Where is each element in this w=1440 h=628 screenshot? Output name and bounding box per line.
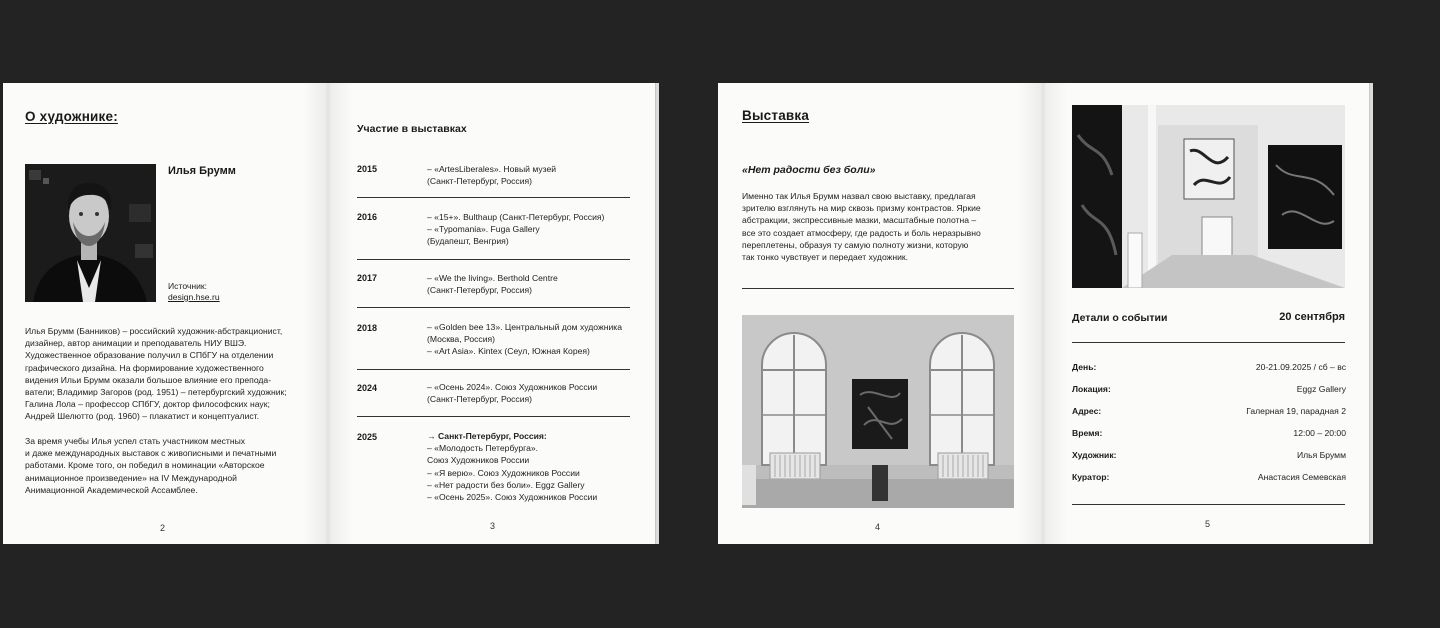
detail-key: Адрес: — [1072, 406, 1102, 416]
description-line: Именно так Илья Брумм назвал свою выставку, предлагая — [742, 191, 976, 201]
exhibition-line: (Санкт-Петербург, Россия) — [427, 176, 533, 187]
bio-line: графического дизайна. На формирование художественного — [25, 362, 264, 373]
exhibition-divider — [357, 369, 630, 370]
exhibition-line: – «Молодость Петербурга». — [427, 443, 539, 454]
bio-line: ватели; Владимир Загоров (род. 1951) – петербургский художник; — [25, 387, 287, 398]
bio-line: Художественное образование получил в СПбГУ на отделении — [25, 350, 274, 361]
detail-key: Локация: — [1072, 384, 1111, 394]
bio-line: работами. Кроме того, он победил в номинации «Авторское — [25, 460, 265, 471]
detail-row-location — [1072, 384, 1346, 398]
page-number: 2 — [160, 523, 166, 533]
exhibition-title: «Нет радости без боли» — [742, 164, 876, 176]
exhibition-entry — [427, 163, 556, 187]
exhibition-year: 2018 — [357, 323, 378, 333]
exhibition-heading: Выставка — [742, 108, 810, 123]
exhibition-entry — [427, 321, 622, 358]
exhibition-line: → Санкт-Петербург, Россия: — [427, 431, 547, 441]
event-details-list — [1072, 362, 1346, 492]
detail-value: 12:00 – 20:00 — [1293, 428, 1346, 438]
bio-line: анимационное произведение» на IV Международной — [25, 472, 237, 483]
exhibition-year: 2016 — [357, 212, 378, 222]
event-date: 20 сентября — [1279, 311, 1345, 323]
exhibition-line: (Санкт-Петербург, Россия) — [427, 285, 533, 296]
source-link[interactable]: design.hse.ru — [168, 292, 220, 302]
detail-value: Галерная 19, парадная 2 — [1246, 406, 1346, 416]
page-number: 3 — [490, 521, 496, 531]
exhibition-year: 2025 — [357, 432, 378, 442]
description-line: зрителю взглянуть на мир сквозь призму контрастов. Яркие — [742, 203, 981, 214]
details-bottom-divider — [1072, 504, 1345, 505]
exhibition-line: – «Осень 2024». Союз Художников России — [427, 382, 598, 392]
exhibition-line: (Будапешт, Венгрия) — [427, 236, 509, 247]
exhibition-divider — [357, 259, 630, 260]
detail-value: Анастасия Семевская — [1257, 472, 1346, 482]
exhibition-line: – «Art Asia». Kintex (Сеул, Южная Корея) — [427, 346, 590, 357]
bio-line: и даже международных выставок с живописными и печатными — [25, 448, 277, 459]
spread-gutter-shadow — [1018, 83, 1068, 544]
detail-row-day — [1072, 362, 1346, 376]
detail-row-curator — [1072, 472, 1346, 486]
exhibition-line: – «Нет радости без боли». Eggz Gallery — [427, 479, 585, 490]
exhibition-divider — [357, 416, 630, 417]
exhibition-line: – «Golden bee 13». Центральный дом художника — [427, 322, 622, 332]
booklet-spread-1 — [3, 83, 659, 544]
detail-value: 20-21.09.2025 / сб – вс — [1255, 362, 1346, 372]
exhibition-line: Союз Художников России — [427, 455, 530, 466]
booklet-spread-2 — [718, 83, 1373, 544]
event-details-title: Детали о событии — [1072, 312, 1168, 324]
page-number: 5 — [1205, 519, 1211, 529]
exhibition-year: 2024 — [357, 383, 378, 393]
gallery-interior-photo — [1072, 105, 1345, 288]
detail-key: День: — [1072, 362, 1097, 372]
bio-line: видения Ильи Брумм оказали большое влияние его препода- — [25, 374, 272, 385]
exhibition-year: 2015 — [357, 164, 378, 174]
detail-key: Время: — [1072, 428, 1103, 438]
bio-line: Анимационной Академической Ассамблее. — [25, 484, 198, 495]
page-edge — [655, 83, 659, 544]
bio-line: дизайнер, автор анимации и преподаватель НИУ ВШЭ. — [25, 338, 247, 349]
bio-line: Галина Лола – профессор СПбГУ, доктор философских наук; — [25, 399, 270, 410]
exhibition-description — [742, 190, 1022, 263]
page-edge — [1369, 83, 1373, 544]
description-line: переплетены, образуя ту самую полноту жизни, которую — [742, 239, 969, 250]
exhibition-line: (Санкт-Петербург, Россия) — [427, 394, 533, 405]
exhibition-entry — [427, 211, 604, 248]
exhibition-line: – «Осень 2025». Союз Художников России — [427, 492, 598, 503]
about-artist-heading: О художнике: — [25, 109, 118, 124]
page-number: 4 — [875, 522, 881, 532]
exhibition-divider — [357, 197, 630, 198]
exhibition-year: 2017 — [357, 273, 378, 283]
exhibition-entry — [427, 381, 597, 405]
detail-row-artist — [1072, 450, 1346, 464]
detail-key: Куратор: — [1072, 472, 1110, 482]
detail-value: Eggz Gallery — [1296, 384, 1346, 394]
exhibition-line: – «Typomania». Fuga Gallery — [427, 224, 540, 235]
exhibitions-heading: Участие в выставках — [357, 123, 467, 135]
detail-value: Илья Брумм — [1296, 450, 1346, 460]
source-label: Источник: — [168, 281, 208, 291]
exhibition-entry — [427, 430, 597, 503]
exhibition-line: – «15+». Bulthaup (Санкт-Петербург, Россия) — [427, 212, 605, 222]
artist-bio-paragraph-1 — [25, 325, 315, 423]
bio-line: За время учебы Илья успел стать участником местных — [25, 436, 246, 446]
description-line: все это создает атмосферу, где радость и боль неразрывно — [742, 227, 981, 238]
exhibition-entry — [427, 272, 558, 296]
gallery-windows-photo — [742, 315, 1014, 508]
artist-bio-paragraph-2 — [25, 435, 315, 496]
detail-row-time — [1072, 428, 1346, 442]
exhibition-divider — [357, 307, 630, 308]
artist-name: Илья Брумм — [168, 165, 236, 177]
description-line: так тонко чувствует и передает художник. — [742, 252, 909, 263]
details-divider — [1072, 342, 1345, 343]
detail-key: Художник: — [1072, 450, 1117, 460]
bio-line: Андрей Шелютто (род. 1960) – плакатист и концептуалист. — [25, 411, 260, 422]
exhibition-line: (Москва, Россия) — [427, 334, 496, 345]
section-divider — [742, 288, 1014, 289]
exhibition-line: – «ArtesLiberales». Новый музей — [427, 164, 557, 174]
detail-row-address — [1072, 406, 1346, 420]
exhibition-line: – «We the living». Berthold Centre — [427, 273, 558, 283]
exhibition-line: – «Я верю». Союз Художников России — [427, 467, 580, 478]
bio-line: Илья Брумм (Банников) – российский художник-абстракционист, — [25, 326, 283, 336]
artist-portrait-photo — [25, 164, 156, 302]
description-line: абстракции, экспрессивные мазки, масштабные полотна – — [742, 215, 977, 226]
